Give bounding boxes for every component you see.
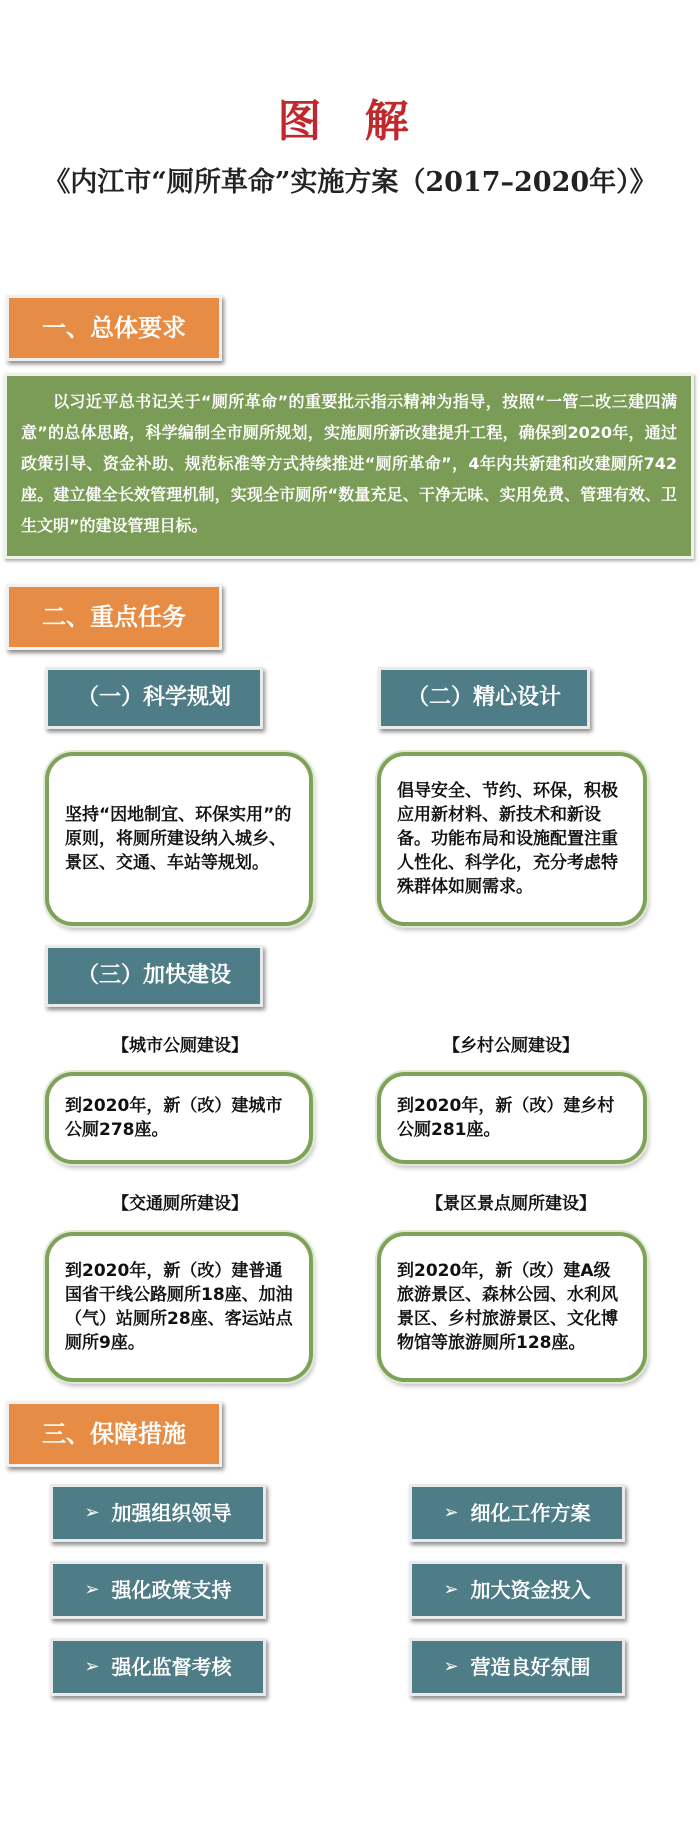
measure-label: 营造良好氛围 — [470, 1655, 591, 1679]
arrow-icon: ➢ — [443, 1579, 459, 1600]
subheading-careful-design: （二）精心设计 — [378, 667, 590, 729]
label-rural-toilets: 【乡村公厕建设】 — [443, 1036, 579, 1056]
arrow-icon: ➢ — [443, 1656, 459, 1677]
subheading-accelerate-construction: （三）加快建设 — [45, 945, 263, 1007]
scenic-toilets-box — [377, 1232, 647, 1382]
scenic-toilets-text: 到2020年，新（改）建A级旅游景区、森林公园、水利风景区、乡村旅游景区、文化博物馆等旅游厕所128座。 — [397, 1261, 618, 1353]
measure-increase-funding — [409, 1561, 625, 1619]
traffic-toilets-box — [45, 1232, 313, 1382]
design-text-box — [377, 752, 647, 926]
urban-toilets-box — [45, 1072, 313, 1164]
page-title: 图 解 — [277, 96, 423, 147]
rural-toilets-text: 到2020年，新（改）建乡村公厕281座。 — [397, 1096, 615, 1140]
section-heading-safeguards: 三、保障措施 — [6, 1401, 222, 1467]
planning-text: 坚持“因地制宜、环保实用”的原则，将厕所建设纳入城乡、景区、交通、车站等规划。 — [65, 805, 292, 873]
label-urban-toilets: 【城市公厕建设】 — [112, 1036, 248, 1056]
arrow-icon: ➢ — [84, 1502, 100, 1523]
section-heading-key-tasks: 二、重点任务 — [6, 584, 222, 650]
measure-label: 加大资金投入 — [470, 1578, 591, 1602]
arrow-icon: ➢ — [84, 1579, 100, 1600]
traffic-toilets-text: 到2020年，新（改）建普通国省干线公路厕所18座、加油（气）站厕所28座、客运站点厕所9座。 — [65, 1261, 293, 1353]
measure-policy-support — [50, 1561, 266, 1619]
label-scenic-toilets: 【景区景点厕所建设】 — [426, 1194, 596, 1214]
page-subtitle: 《内江市“厕所革命”实施方案（2017–2020年）》 — [43, 167, 657, 198]
measure-refine-work-plan — [409, 1484, 625, 1542]
measure-label: 强化监督考核 — [111, 1655, 232, 1679]
measure-supervision-assessment — [50, 1638, 266, 1696]
urban-toilets-text: 到2020年，新（改）建城市公厕278座。 — [65, 1096, 283, 1140]
measure-create-atmosphere — [409, 1638, 625, 1696]
general-requirements-text: 以习近平总书记关于“厕所革命”的重要批示指示精神为指导，按照“一管二改三建四满意”的总体思路，科学编制全市厕所规划，实施厕所新改建提升工程，确保到2020年，通过政策引导、资金补助、规范标准等方式持续推进“厕所革命”，4年内共新建和改建厕所742座。建立健全长效管理机制，实现全市厕所“数量充足、干净无味、实用免费、管理有效、卫生文明”的建设管理目标。 — [4, 373, 694, 559]
rural-toilets-box — [377, 1072, 647, 1164]
arrow-icon: ➢ — [443, 1502, 459, 1523]
section-heading-general-requirements: 一、总体要求 — [6, 295, 222, 361]
arrow-icon: ➢ — [84, 1656, 100, 1677]
subheading-scientific-planning: （一）科学规划 — [45, 667, 263, 729]
label-traffic-toilets: 【交通厕所建设】 — [112, 1194, 248, 1214]
design-text: 倡导安全、节约、环保，积极应用新材料、新技术和新设备。功能布局和设施配置注重人性化、科学化，充分考虑特殊群体如厕需求。 — [397, 781, 618, 897]
measure-label: 强化政策支持 — [111, 1578, 232, 1602]
planning-text-box — [45, 752, 313, 926]
measure-strengthen-leadership — [50, 1484, 266, 1542]
measure-label: 细化工作方案 — [470, 1501, 591, 1525]
measure-label: 加强组织领导 — [111, 1501, 232, 1525]
